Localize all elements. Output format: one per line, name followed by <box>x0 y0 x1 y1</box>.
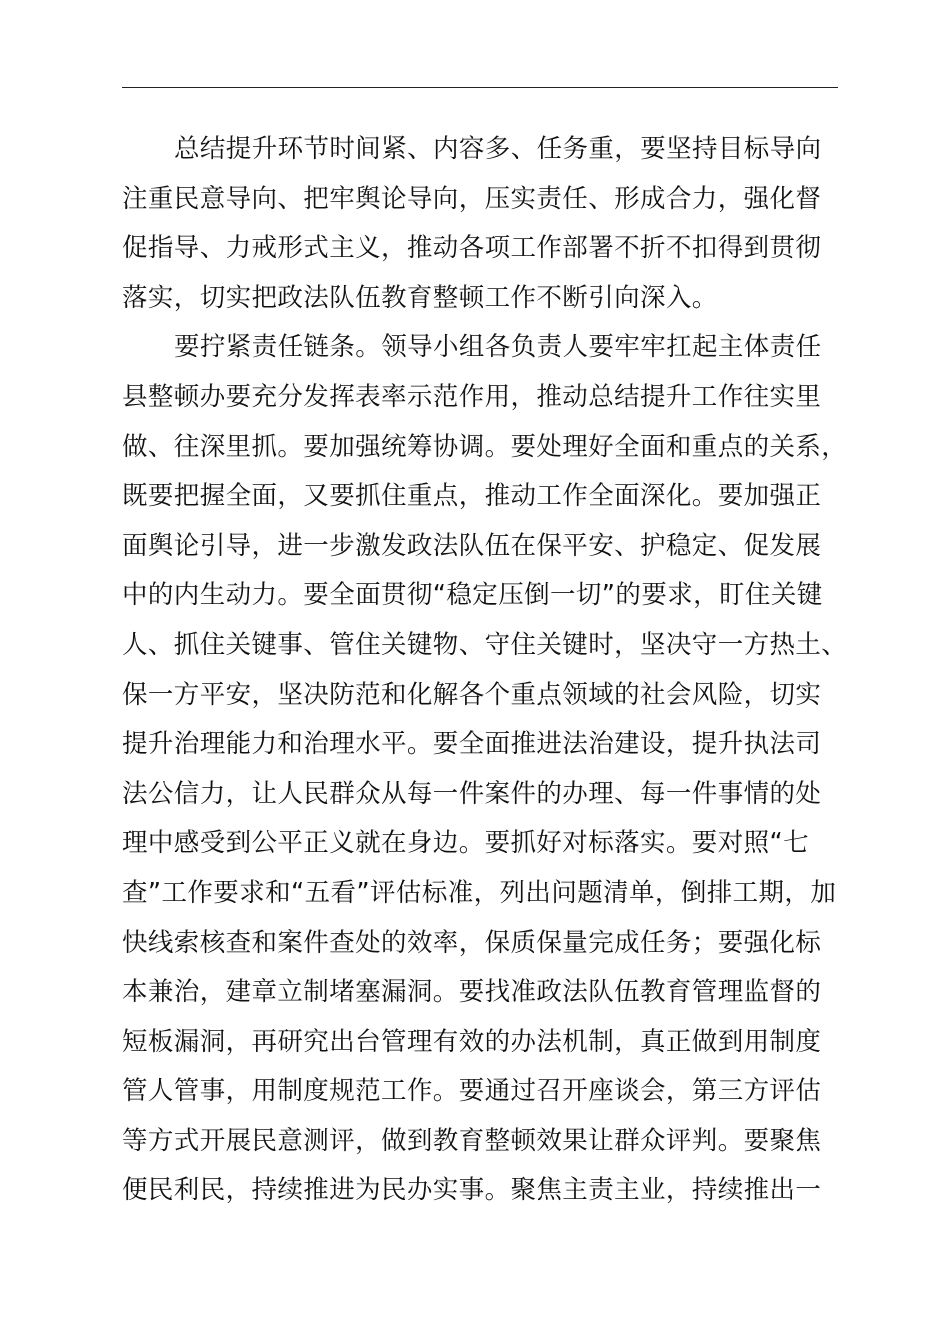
text-line: 等方式开展民意测评，做到教育整顿效果让群众评判。要聚焦 <box>122 1125 822 1156</box>
text-line: 面舆论引导，进一步激发政法队伍在保平安、护稳定、促发展 <box>122 530 822 561</box>
text-line: 管人管事，用制度规范工作。要通过召开座谈会，第三方评估 <box>122 1076 822 1107</box>
text-line: 查”工作要求和“五看”评估标准，列出问题清单，倒排工期，加 <box>122 877 837 908</box>
text-line: 本兼治，建章立制堵塞漏洞。要找准政法队伍教育管理监督的 <box>122 977 822 1008</box>
text-line: 做、往深里抓。要加强统筹协调。要处理好全面和重点的关系， <box>122 431 848 462</box>
text-line: 保一方平安，坚决防范和化解各个重点领域的社会风险，切实 <box>122 679 822 710</box>
text-line: 落实，切实把政法队伍教育整顿工作不断引向深入。 <box>122 282 718 313</box>
text-line: 县整顿办要充分发挥表率示范作用，推动总结提升工作往实里 <box>122 381 822 412</box>
text-line: 既要把握全面，又要抓住重点，推动工作全面深化。要加强正 <box>122 481 822 512</box>
text-line: 提升治理能力和治理水平。要全面推进法治建设，提升执法司 <box>122 729 822 760</box>
header-rule <box>122 87 838 88</box>
text-line: 中的内生动力。要全面贯彻“稳定压倒一切”的要求，盯住关键 <box>122 580 823 611</box>
text-line: 短板漏洞，再研究出台管理有效的办法机制，真正做到用制度 <box>122 1026 822 1057</box>
text-line: 便民利民，持续推进为民办实事。聚焦主责主业，持续推出一 <box>122 1175 822 1206</box>
text-line: 要拧紧责任链条。领导小组各负责人要牢牢扛起主体责任 <box>174 332 822 363</box>
paragraph-2 <box>122 323 848 1216</box>
text-line: 人、抓住关键事、管住关键物、守住关键时，坚决守一方热土、 <box>122 629 848 660</box>
paragraph-1 <box>122 125 838 323</box>
text-line: 法公信力，让人民群众从每一件案件的办理、每一件事情的处 <box>122 778 822 809</box>
document-body <box>122 125 848 1216</box>
text-line: 总结提升环节时间紧、内容多、任务重，要坚持目标导向 <box>174 134 822 164</box>
text-line: 促指导、力戒形式主义，推动各项工作部署不折不扣得到贯彻 <box>122 233 822 264</box>
text-line: 注重民意导向、把牢舆论导向，压实责任、形成合力，强化督 <box>122 183 822 214</box>
text-line: 理中感受到公平正义就在身边。要抓好对标落实。要对照“七 <box>122 828 810 859</box>
text-line: 快线索核查和案件查处的效率，保质保量完成任务；要强化标 <box>122 927 822 958</box>
